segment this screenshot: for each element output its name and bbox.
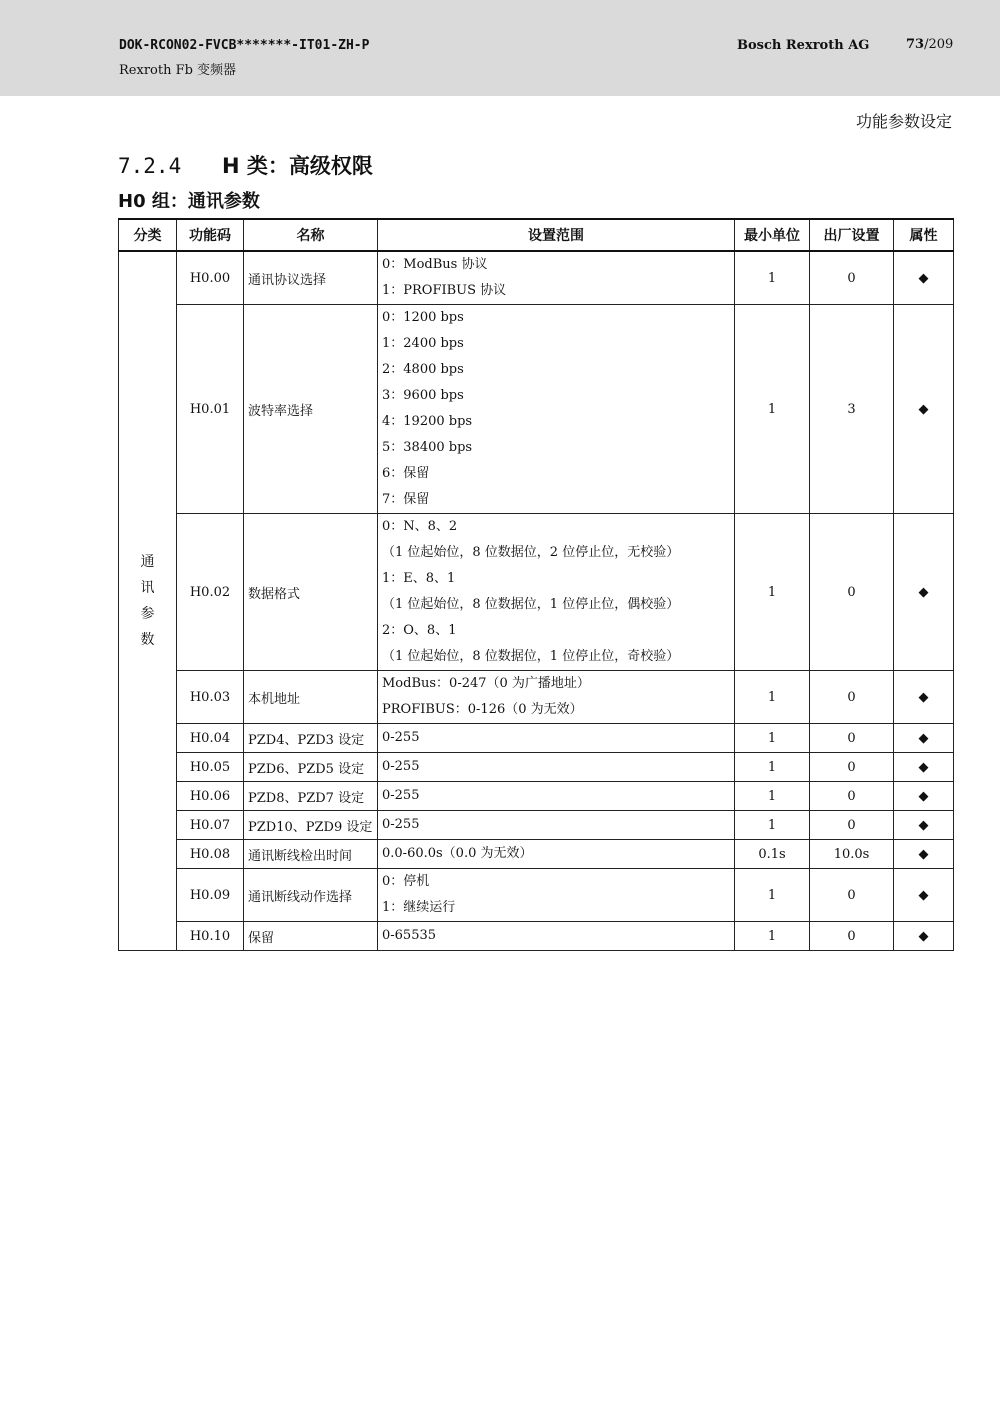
param-range xyxy=(378,840,735,869)
range-line: 1：2400 bps xyxy=(382,336,464,351)
param-name: 通讯协议选择 xyxy=(244,251,378,305)
range-line: 0-255 xyxy=(382,730,420,745)
range-line: 5：38400 bps xyxy=(382,440,473,455)
table-row xyxy=(119,671,954,724)
table-row xyxy=(119,922,954,951)
param-factory-default: 10.0s xyxy=(810,840,894,869)
param-name: 通讯断线动作选择 xyxy=(244,869,378,922)
param-code: H0.02 xyxy=(177,514,244,671)
attribute-diamond-icon: ◆ xyxy=(894,724,954,753)
section-title: H 类：高级权限 xyxy=(222,154,373,178)
attribute-diamond-icon: ◆ xyxy=(894,922,954,951)
category-char: 讯 xyxy=(140,580,155,596)
attribute-diamond-icon: ◆ xyxy=(894,251,954,305)
param-code: H0.10 xyxy=(177,922,244,951)
category-cell xyxy=(119,251,177,951)
param-range xyxy=(378,811,735,840)
group-heading: H0 组：通讯参数 xyxy=(118,191,260,212)
param-factory-default: 0 xyxy=(810,811,894,840)
company-name: Bosch Rexroth AG xyxy=(737,38,870,53)
param-name: PZD8、PZD7 设定 xyxy=(244,782,378,811)
param-code: H0.01 xyxy=(177,305,244,514)
range-line: 3：9600 bps xyxy=(382,388,464,403)
table-row xyxy=(119,869,954,922)
attribute-diamond-icon: ◆ xyxy=(894,671,954,724)
range-line: 2：O、8、1 xyxy=(382,623,457,638)
param-code: H0.05 xyxy=(177,753,244,782)
param-range xyxy=(378,782,735,811)
param-range xyxy=(378,514,735,671)
col-header-category: 分类 xyxy=(119,219,177,251)
param-factory-default: 3 xyxy=(810,305,894,514)
range-line: 2：4800 bps xyxy=(382,362,464,377)
table-row xyxy=(119,840,954,869)
param-min-unit: 1 xyxy=(735,869,810,922)
range-line: 6：保留 xyxy=(382,466,430,481)
param-factory-default: 0 xyxy=(810,671,894,724)
col-header-range: 设置范围 xyxy=(378,219,735,251)
param-range xyxy=(378,251,735,305)
range-line: 7：保留 xyxy=(382,492,430,507)
param-name: PZD10、PZD9 设定 xyxy=(244,811,378,840)
attribute-diamond-icon: ◆ xyxy=(894,811,954,840)
table-row xyxy=(119,724,954,753)
param-range xyxy=(378,753,735,782)
param-min-unit: 1 xyxy=(735,671,810,724)
col-header-min-unit: 最小单位 xyxy=(735,219,810,251)
range-line: 0.0-60.0s（0.0 为无效） xyxy=(382,846,533,861)
param-name: 波特率选择 xyxy=(244,305,378,514)
param-min-unit: 1 xyxy=(735,922,810,951)
param-range xyxy=(378,671,735,724)
param-name: 数据格式 xyxy=(244,514,378,671)
param-min-unit: 1 xyxy=(735,514,810,671)
param-min-unit: 1 xyxy=(735,724,810,753)
range-line: 0-255 xyxy=(382,788,420,803)
range-line: （1 位起始位，8 位数据位，1 位停止位，奇校验） xyxy=(382,649,680,664)
range-line: 0：ModBus 协议 xyxy=(382,257,488,272)
attribute-diamond-icon: ◆ xyxy=(894,305,954,514)
param-factory-default: 0 xyxy=(810,514,894,671)
document-subtitle: Rexroth Fb 变频器 xyxy=(119,63,237,78)
param-name: 保留 xyxy=(244,922,378,951)
table-row xyxy=(119,251,954,305)
param-code: H0.06 xyxy=(177,782,244,811)
range-line: 1：E、8、1 xyxy=(382,571,456,586)
param-code: H0.09 xyxy=(177,869,244,922)
param-range xyxy=(378,922,735,951)
param-min-unit: 1 xyxy=(735,305,810,514)
attribute-diamond-icon: ◆ xyxy=(894,782,954,811)
col-header-factory: 出厂设置 xyxy=(810,219,894,251)
range-line: PROFIBUS：0-126（0 为无效） xyxy=(382,702,583,717)
param-name: PZD6、PZD5 设定 xyxy=(244,753,378,782)
param-code: H0.07 xyxy=(177,811,244,840)
param-code: H0.00 xyxy=(177,251,244,305)
param-min-unit: 1 xyxy=(735,811,810,840)
param-min-unit: 1 xyxy=(735,251,810,305)
range-line: 0：停机 xyxy=(382,874,430,889)
range-line: 1：PROFIBUS 协议 xyxy=(382,283,507,298)
range-line: 0：1200 bps xyxy=(382,310,464,325)
param-name: 本机地址 xyxy=(244,671,378,724)
col-header-code: 功能码 xyxy=(177,219,244,251)
table-row xyxy=(119,753,954,782)
attribute-diamond-icon: ◆ xyxy=(894,869,954,922)
section-heading xyxy=(118,150,373,180)
page-header xyxy=(0,0,1000,96)
param-min-unit: 1 xyxy=(735,753,810,782)
col-header-name: 名称 xyxy=(244,219,378,251)
param-code: H0.03 xyxy=(177,671,244,724)
param-name: PZD4、PZD3 设定 xyxy=(244,724,378,753)
page-total: /209 xyxy=(924,37,954,52)
param-code: H0.04 xyxy=(177,724,244,753)
section-label: 功能参数设定 xyxy=(855,112,952,131)
param-factory-default: 0 xyxy=(810,782,894,811)
param-range xyxy=(378,724,735,753)
attribute-diamond-icon: ◆ xyxy=(894,753,954,782)
param-factory-default: 0 xyxy=(810,251,894,305)
param-factory-default: 0 xyxy=(810,922,894,951)
range-line: ModBus：0-247（0 为广播地址） xyxy=(382,676,590,691)
attribute-diamond-icon: ◆ xyxy=(894,514,954,671)
range-line: 1：继续运行 xyxy=(382,900,456,915)
param-factory-default: 0 xyxy=(810,724,894,753)
range-line: 0：N、8、2 xyxy=(382,519,458,534)
page-number xyxy=(906,37,953,52)
param-min-unit: 0.1s xyxy=(735,840,810,869)
param-min-unit: 1 xyxy=(735,782,810,811)
table-header-row xyxy=(119,219,954,251)
range-line: 0-255 xyxy=(382,759,420,774)
page-current: 73 xyxy=(906,37,925,52)
col-header-attr: 属性 xyxy=(894,219,954,251)
parameter-table xyxy=(118,218,954,951)
param-range xyxy=(378,869,735,922)
table-row xyxy=(119,782,954,811)
range-line: 4：19200 bps xyxy=(382,414,473,429)
range-line: 0-255 xyxy=(382,817,420,832)
category-char: 数 xyxy=(140,632,155,648)
table-row xyxy=(119,811,954,840)
attribute-diamond-icon: ◆ xyxy=(894,840,954,869)
param-range xyxy=(378,305,735,514)
range-line: 0-65535 xyxy=(382,928,437,943)
section-number: 7.2.4 xyxy=(118,154,182,178)
param-factory-default: 0 xyxy=(810,869,894,922)
table-row xyxy=(119,305,954,514)
table-row xyxy=(119,514,954,671)
category-char: 参 xyxy=(140,606,155,622)
param-factory-default: 0 xyxy=(810,753,894,782)
param-name: 通讯断线检出时间 xyxy=(244,840,378,869)
range-line: （1 位起始位，8 位数据位，2 位停止位，无校验） xyxy=(382,545,680,560)
param-code: H0.08 xyxy=(177,840,244,869)
document-id: DOK-RCON02-FVCB*******-IT01-ZH-P xyxy=(119,38,370,53)
range-line: （1 位起始位，8 位数据位，1 位停止位，偶校验） xyxy=(382,597,680,612)
category-char: 通 xyxy=(140,554,155,570)
